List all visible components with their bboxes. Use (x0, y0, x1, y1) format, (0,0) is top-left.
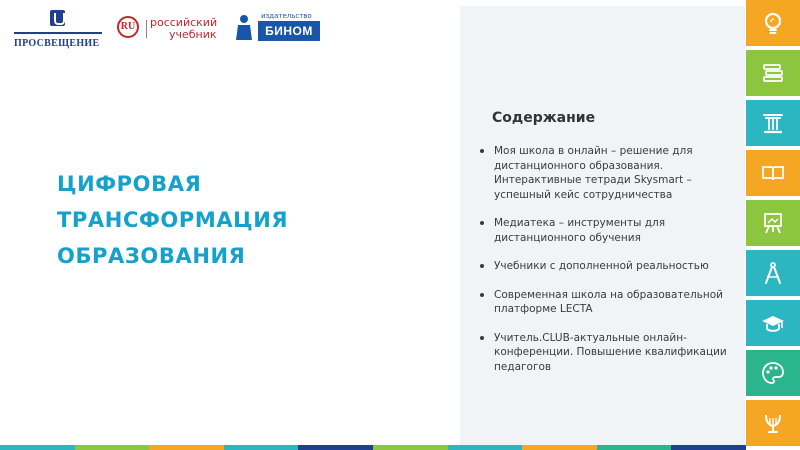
title-line-1: ЦИФРОВАЯ (57, 172, 202, 196)
lightbulb-icon (746, 0, 800, 46)
sidebar-icons (746, 0, 800, 450)
list-item (478, 288, 740, 317)
lyre-icon (746, 400, 800, 446)
prosveshchenie-logo (12, 10, 104, 49)
binom-logo-text: БИНОМ (258, 21, 320, 41)
list-item-text: Учитель.CLUB-актуальные онлайн-конференции. Повышение квалификации педагогов (494, 331, 727, 373)
open-book-icon (746, 150, 800, 196)
strip-segment (448, 445, 523, 450)
palette-icon (746, 350, 800, 396)
compass-icon (746, 250, 800, 296)
bullet-icon (480, 221, 484, 225)
binom-logo (234, 12, 324, 44)
list-item (478, 259, 740, 274)
list-item-text: Учебники с дополненной реальностью (494, 260, 709, 272)
title-line-3: ОБРАЗОВАНИЯ (57, 244, 246, 268)
graduation-cap-icon (746, 300, 800, 346)
russian-textbook-logo (117, 14, 222, 44)
list-item (478, 331, 740, 375)
list-item-text: Медиатека – инструменты для дистанционного обучения (494, 217, 666, 244)
russian-textbook-line1: российский (150, 16, 218, 29)
russian-textbook-line2: учебник (169, 28, 217, 41)
bottom-color-strip (0, 445, 746, 450)
logo-separator (146, 20, 147, 38)
binom-publisher-label: издательство (261, 12, 312, 20)
list-item (478, 144, 740, 202)
contents-list (478, 144, 740, 388)
strip-segment (522, 445, 597, 450)
list-item-text: Современная школа на образовательной платформе LECTA (494, 288, 723, 315)
strip-segment (671, 445, 746, 450)
strip-segment (298, 445, 373, 450)
list-item-text: Моя школа в онлайн – решение для дистанционного образования. Интерактивные тетради Skysmart – успешный кейс сотрудничества (494, 145, 693, 201)
list-item (478, 216, 740, 245)
prosveshchenie-emblem-icon (50, 10, 65, 26)
strip-segment (373, 445, 448, 450)
strip-segment (149, 445, 224, 450)
strip-segment (0, 445, 75, 450)
binom-figure-icon (234, 14, 254, 40)
contents-panel (460, 6, 745, 450)
easel-icon (746, 200, 800, 246)
strip-segment (597, 445, 672, 450)
books-icon (746, 50, 800, 96)
bullet-icon (480, 264, 484, 268)
logo-underline (14, 32, 102, 34)
bullet-icon (480, 293, 484, 297)
prosveshchenie-logo-text: ПРОСВЕЩЕНИЕ (14, 38, 100, 49)
bullet-icon (480, 336, 484, 340)
strip-segment (75, 445, 150, 450)
logos-bar (0, 0, 460, 60)
strip-segment (224, 445, 299, 450)
column-icon (746, 100, 800, 146)
bullet-icon (480, 149, 484, 153)
contents-heading: Содержание (492, 110, 596, 126)
slide-title (57, 166, 437, 274)
ru-emblem-icon: RU (117, 16, 139, 38)
title-line-2: ТРАНСФОРМАЦИЯ (57, 208, 289, 232)
